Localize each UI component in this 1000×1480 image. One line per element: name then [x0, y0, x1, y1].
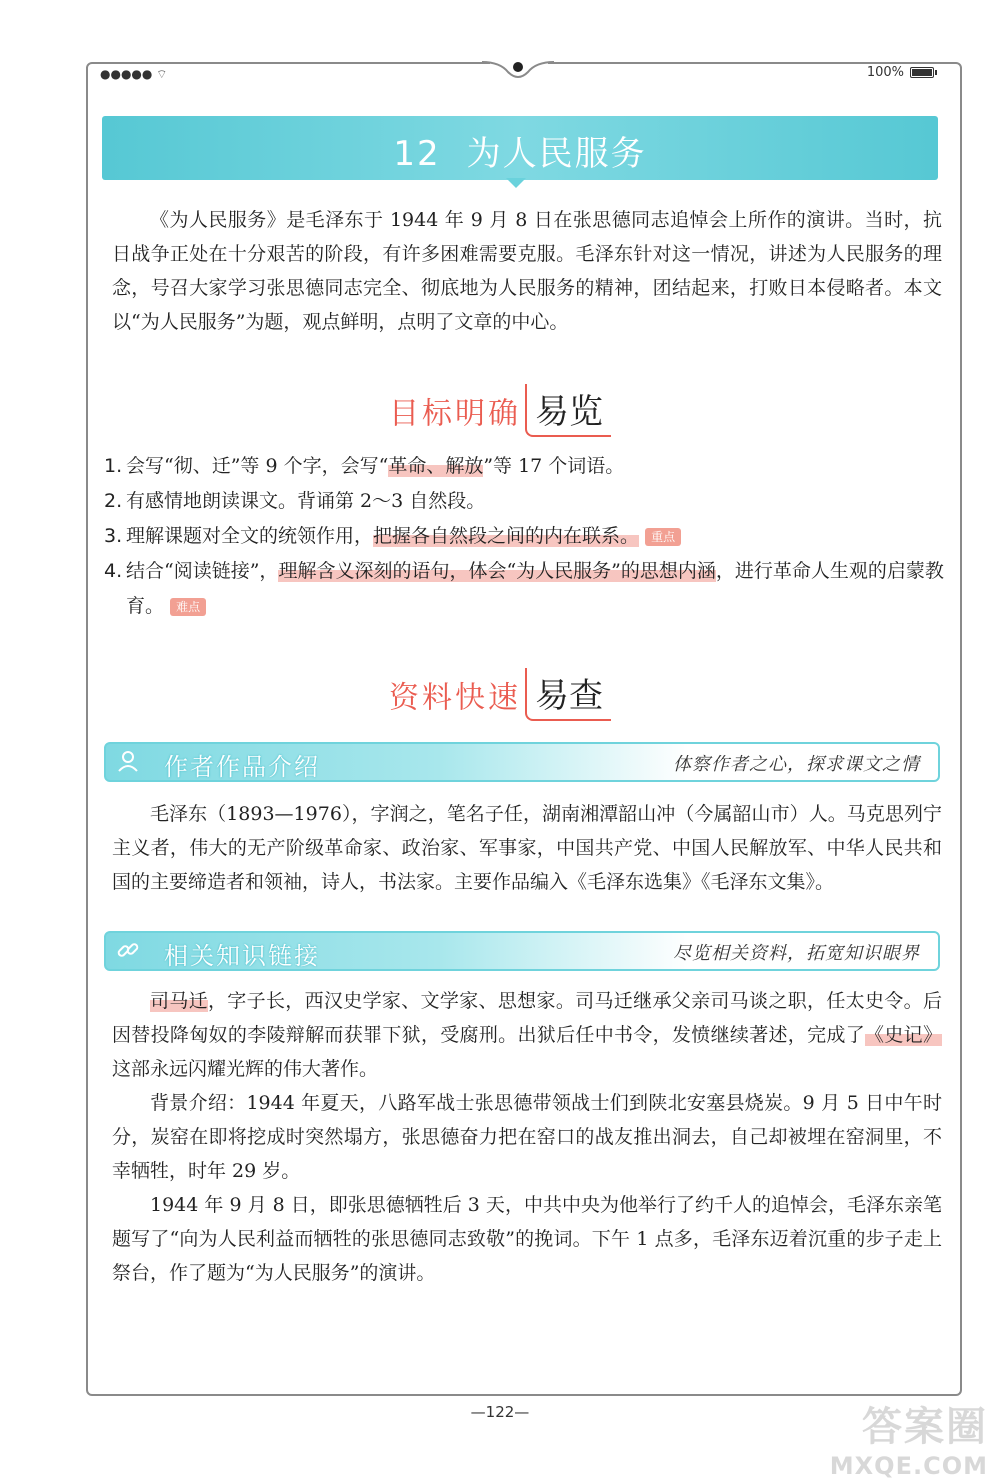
- goal-number: 4.: [104, 560, 123, 582]
- materials-heading: [0, 668, 1000, 721]
- watermark: [830, 1395, 988, 1480]
- goals-heading: [0, 384, 1000, 437]
- sima-qian-paragraph: [112, 984, 942, 1086]
- author-text: 毛泽东（1893—1976），字润之，笔名子任，湖南湘潭韶山冲（今属韶山市）人。马克思列宁主义者，伟大的无产阶级革命家、政治家、军事家，中国共产党、中国人民解放军、中华人民共和国的主要缔造者和领袖，诗人，书法家。主要作品编入《毛泽东选集》《毛泽东文集》。: [112, 803, 942, 893]
- watermark-url: MXQE.COM: [829, 1452, 988, 1480]
- goal-number: 3.: [104, 525, 123, 547]
- lesson-title: [102, 126, 938, 175]
- link-icon: [114, 937, 142, 965]
- goals-heading-box: 易览: [525, 384, 611, 437]
- author-paragraph: [112, 797, 942, 899]
- goal-item: [104, 554, 944, 624]
- sima-qian-text-end: 这部永远闪耀光辉的伟大著作。: [112, 1058, 379, 1080]
- lesson-number: 12: [393, 134, 441, 174]
- materials-heading-box: 易查: [525, 668, 611, 721]
- banner-pointer: [506, 178, 526, 188]
- goal-highlight: 理解含义深刻的语句，体会“为人民服务”的思想内涵: [278, 560, 716, 582]
- camera-notch: [480, 58, 556, 84]
- lesson-name: 为人民服务: [466, 134, 647, 174]
- goal-text-end: ”等 17 个词语。: [483, 455, 625, 477]
- person-icon: [114, 748, 142, 776]
- goal-text: 会写“彻、迁”等 9 个字，会写“: [126, 455, 389, 477]
- battery-icon: [910, 67, 934, 78]
- goal-text: 有感情地朗读课文。背诵第 2～3 自然段。: [126, 490, 486, 512]
- watermark-logo: 答案圈: [862, 1404, 988, 1450]
- sima-qian-highlight: 司马迁: [150, 990, 208, 1012]
- links-section-label: 相关知识链接: [164, 942, 320, 970]
- status-signal: [100, 67, 167, 82]
- goal-number: 2.: [104, 490, 123, 512]
- goal-number: 1.: [104, 455, 123, 477]
- background-paragraph: 背景介绍：1944 年夏天，八路军战士张思德带领战士们到陕北安塞县烧炭。9 月 5 日中午时分，炭窑在即将挖成时突然塌方，张思德奋力把在窑口的战友推出洞去，自己却被埋在窑洞里，不幸牺牲，时年 29 岁。: [112, 1092, 942, 1182]
- goal-highlight: 把握各自然段之间的内在联系。: [373, 525, 640, 547]
- lesson-title-banner: [102, 116, 938, 180]
- goal-item: [104, 519, 944, 554]
- difficulty-tag: 难点: [170, 598, 206, 616]
- sima-qian-text: ，字子长，西汉史学家、文学家、思想家。司马迁继承父亲司马谈之职，任太史令。后因替投降匈奴的李陵辩解而获罪下狱，受腐刑。出狱后任中书令，发愤继续著述，完成了: [112, 990, 942, 1046]
- links-section-motto: 尽览相关资料，拓宽知识眼界: [673, 943, 920, 964]
- shiji-highlight: 《史记》: [865, 1024, 942, 1046]
- links-section-bar: [104, 931, 940, 971]
- page-number: —122—: [470, 1403, 530, 1421]
- goal-item: [104, 484, 944, 519]
- goal-text-end: ，进行革命人生观的启蒙教育。: [126, 560, 944, 617]
- status-battery: [867, 65, 934, 80]
- goals-heading-red: 目标明确: [389, 396, 521, 432]
- author-section-bar: [104, 742, 940, 782]
- materials-heading-red: 资料快速: [389, 680, 521, 716]
- goal-text: 理解课题对全文的统领作用，: [126, 525, 374, 547]
- signal-icon: ●●●●●: [100, 67, 157, 81]
- intro-paragraph: [112, 203, 942, 339]
- wifi-icon: ⌔: [156, 67, 168, 81]
- goal-highlight: 革命、解放: [388, 455, 484, 477]
- author-section-motto: 体察作者之心，探求课文之情: [673, 754, 920, 775]
- goal-item: [104, 449, 944, 484]
- goal-text: 结合“阅读链接”，: [126, 560, 279, 582]
- links-paragraphs: [112, 984, 942, 1290]
- intro-text: 《为人民服务》是毛泽东于 1944 年 9 月 8 日在张思德同志追悼会上所作的演讲。当时，抗日战争正处在十分艰苦的阶段，有许多困难需要克服。毛泽东针对这一情况，讲述为人民服务的理念，号召大家学习张思德同志完全、彻底地为人民服务的精神，团结起来，打败日本侵略者。本文以“为人民服务”为题，观点鲜明，点明了文章的中心。: [112, 209, 942, 333]
- battery-percent: 100%: [866, 65, 904, 80]
- memorial-paragraph: 1944 年 9 月 8 日，即张思德牺牲后 3 天，中共中央为他举行了约千人的追悼会，毛泽东亲笔题写了“向为人民利益而牺牲的张思德同志致敬”的挽词。下午 1 点多，毛泽东迈着沉重的步子走上祭台，作了题为“为人民服务”的演讲。: [112, 1194, 942, 1284]
- goals-list: [104, 449, 944, 624]
- author-section-label: 作者作品介绍: [164, 753, 320, 781]
- key-point-tag: 重点: [645, 528, 681, 546]
